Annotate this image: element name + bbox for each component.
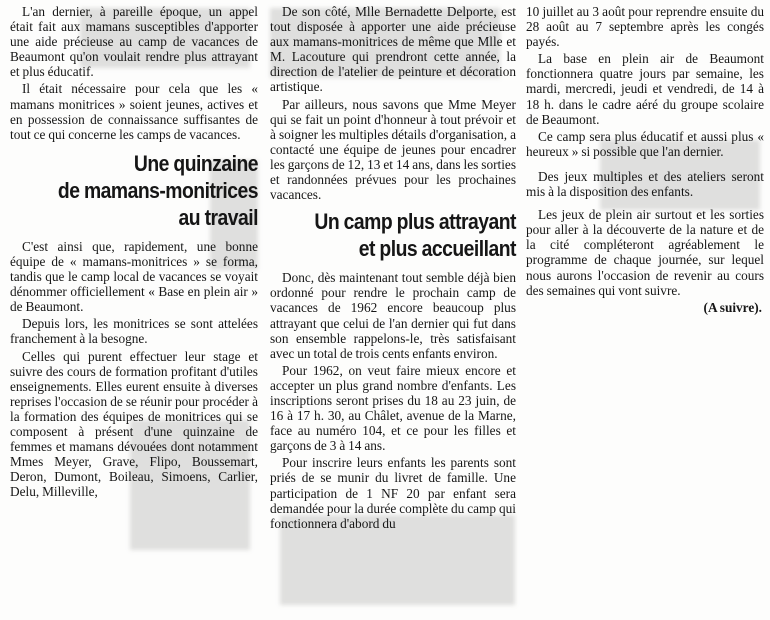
headline-line: Un camp plus attrayant	[314, 209, 516, 235]
column-3	[526, 4, 764, 315]
headline-line: Une quinzaine	[133, 150, 258, 176]
paragraph: Donc, dès maintenant tout semble déjà bien ordonné pour rendre le prochain camp de vacances de 1962 encore beaucoup plus attrayant que celui de l'an dernier qui fut dans son ensemble rappelons-le, très satisfaisant avec un total de trois cents enfants environ.	[270, 270, 516, 361]
paragraph: 10 juillet au 3 août pour reprendre ensuite du 28 août au 7 septembre après les congés payés.	[526, 4, 764, 50]
paragraph: Des jeux multiples et des ateliers seront mis à la disposition des enfants.	[526, 168, 764, 200]
paragraph: Il était nécessaire pour cela que les « mamans monitrices » soient jeunes, actives et en possession de connaissance suffisantes de tout ce qui concerne les camps de vacances.	[10, 81, 258, 142]
column-2	[270, 4, 516, 533]
section-headline	[304, 208, 516, 262]
paragraph: La base en plein air de Beaumont fonctionnera quatre jours par semaine, les mardi, mercredi, jeudi et vendredi, de 14 à 18 h. dans le cadre aéré du groupe scolaire de Beaumont.	[526, 51, 764, 127]
paragraph: Les jeux de plein air surtout et les sorties pour aller à la découverte de la nature et de la cité compléteront agréablement le programme de chaque journée, sur lequel nous aurons l'occasion de revenir au cours des semaines qui vont suivre.	[526, 207, 764, 298]
paragraph: Celles qui purent effectuer leur stage et suivre des cours de formation profitant d'utiles enseignements. Elles eurent ensuite à diverses reprises l'occasion de se réunir pour procéder à la formation des équipes de monitrices qui se composent à présent d'une quinzaine de femmes et mamans dévouées dont notamment Mmes Meyer, Grave, Flipo, Boussemart, Deron, Dumont, Boileau, Simoens, Carlier, Delu, Milleville,	[10, 348, 258, 500]
to-be-continued: (A suivre).	[703, 299, 762, 315]
section-headline	[45, 150, 258, 231]
column-1	[10, 4, 258, 501]
paragraph: Depuis lors, les monitrices se sont attelées franchement à la besogne.	[10, 316, 258, 347]
headline-line: de mamans-monitrices	[57, 177, 259, 203]
paragraph: Ce camp sera plus éducatif et aussi plus « heureux » si possible que l'an dernier.	[526, 128, 764, 159]
headline-line: et plus accueillant	[358, 236, 516, 262]
paragraph: Par ailleurs, nous savons que Mme Meyer qui se fait un point d'honneur à tout prévoir et à soigner les multiples détails d'organisation, a contacté une équipe de jeunes pour encadrer les garçons de 12, 13 et 14 ans, dans les sorties et randonnées prévues pour les prochaines vacances.	[270, 96, 516, 203]
paragraph: C'est ainsi que, rapidement, une bonne équipe de « mamans-monitrices » se forma, tandis que le camp local de vacances se voyait dénommer officiellement « Base en plein air » de Beaumont.	[10, 238, 258, 315]
headline-line: au travail	[178, 204, 258, 230]
paragraph: De son côté, Mlle Bernadette Delporte, est tout disposée à apporter une aide précieuse aux mamans-monitrices de même que Mlle et M. Lacouture qui prendront cette année, la direction de l'atelier de peinture et décoration artistique.	[270, 4, 516, 95]
paragraph: Pour inscrire leurs enfants les parents sont priés de se munir du livret de famille. Une participation de 1 NF 20 par enfant sera demandée pour la durée complète du camp qui fonctionnera d'abord du	[270, 455, 516, 531]
paragraph: L'an dernier, à pareille époque, un appel était fait aux mamans susceptibles d'apporter une aide précieuse au camp de vacances de Beaumont qu'on voulait rendre plus attrayant et plus éducatif.	[10, 4, 258, 80]
paragraph: Pour 1962, on veut faire mieux encore et accepter un plus grand nombre d'enfants. Les inscriptions seront prises du 18 au 23 juin, de 16 à 17 h. 30, au Châlet, avenue de la Marne, face au numéro 104, et ce pour les filles et garçons de 3 à 14 ans.	[270, 362, 516, 454]
